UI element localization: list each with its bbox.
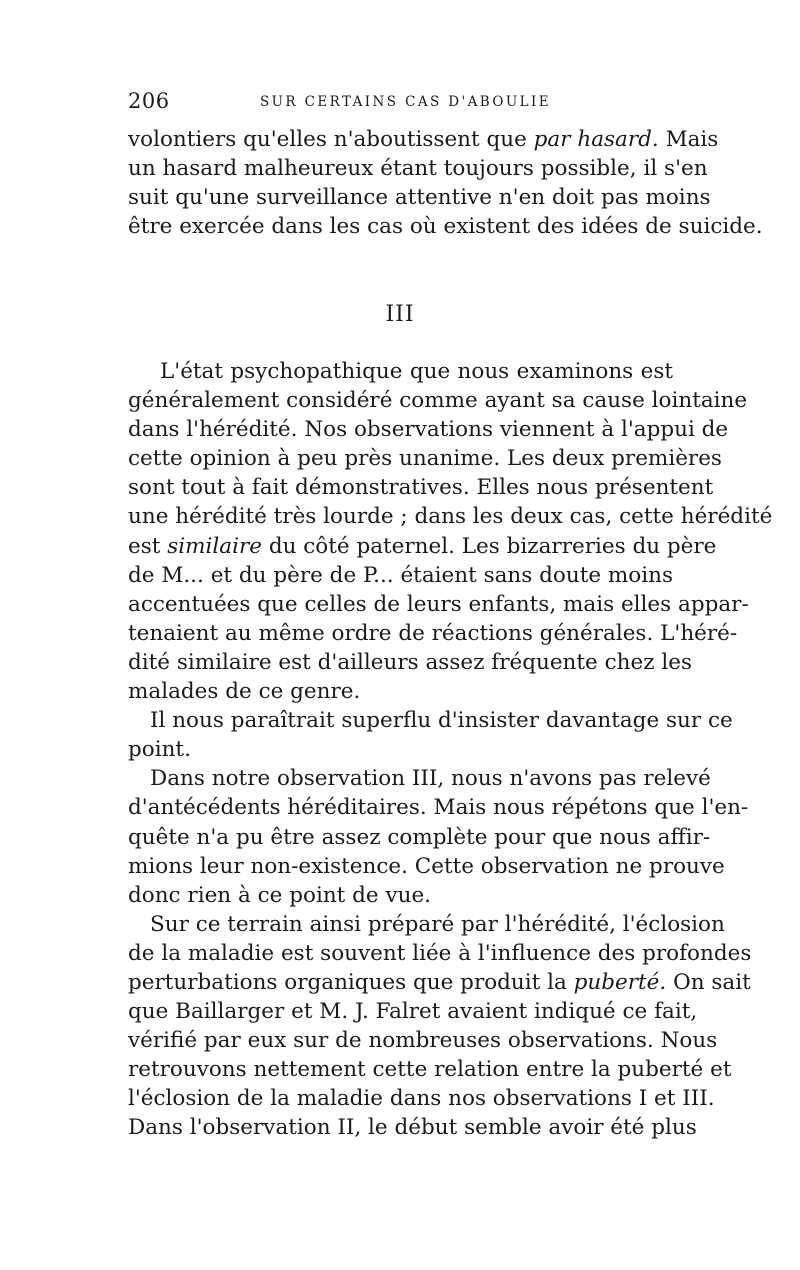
- text-line: Dans notre observation III, nous n'avons pas relevé: [150, 766, 711, 792]
- text-line: que Baillarger et M. J. Falret avaient indiqué ce fait,: [128, 999, 698, 1025]
- text-line: Il nous paraîtrait superflu d'insister davantage sur ce: [150, 708, 733, 734]
- page-header: [128, 89, 673, 115]
- text-line: cette opinion à peu près unanime. Les deux premières: [128, 446, 722, 472]
- text-line: dité similaire est d'ailleurs assez fréquente chez les: [128, 649, 692, 675]
- opening-paragraph: [128, 125, 763, 241]
- text-line: l'éclosion de la maladie dans nos observations I et III.: [128, 1086, 715, 1112]
- text-line: perturbations organiques que produit la puberté. On sait: [128, 969, 751, 995]
- section-heading: III: [385, 302, 415, 327]
- text-line: suit qu'une surveillance attentive n'en doit pas moins: [128, 185, 711, 211]
- text-line: de M... et du père de P... étaient sans doute moins: [128, 562, 673, 588]
- text-line: retrouvons nettement cette relation entre la puberté et: [128, 1057, 732, 1083]
- text-line: accentuées que celles de leurs enfants, mais elles appar-: [128, 591, 749, 617]
- text-line: généralement considéré comme ayant sa cause lointaine: [128, 388, 748, 414]
- text-line: d'antécédents héréditaires. Mais nous répétons que l'en-: [128, 795, 749, 821]
- text-line: Dans l'observation II, le début semble avoir été plus: [128, 1115, 697, 1141]
- text-line: Sur ce terrain ainsi préparé par l'hérédité, l'éclosion: [150, 911, 725, 937]
- text-line: est similaire du côté paternel. Les bizarreries du père: [128, 533, 717, 559]
- text-line: une hérédité très lourde ; dans les deux cas, cette hérédité: [128, 504, 773, 530]
- text-line: être exercée dans les cas où existent des idées de suicide.: [128, 214, 763, 240]
- text-line: mions leur non-existence. Cette observation ne prouve: [128, 853, 725, 879]
- body-text: [128, 357, 773, 1143]
- text-line: dans l'hérédité. Nos observations viennent à l'appui de: [128, 417, 729, 443]
- text-line: sont tout à fait démonstratives. Elles nous présentent: [128, 475, 714, 501]
- text-line: point.: [128, 737, 191, 763]
- text-line: volontiers qu'elles n'aboutissent que par hasard. Mais: [128, 127, 719, 152]
- text-line: vérifié par eux sur de nombreuses observations. Nous: [128, 1028, 718, 1054]
- text-line: de la maladie est souvent liée à l'influence des profondes: [128, 940, 752, 966]
- text-line: tenaient au même ordre de réactions générales. L'héré-: [128, 620, 738, 646]
- text-line: quête n'a pu être assez complète pour que nous affir-: [128, 824, 711, 850]
- text-line: malades de ce genre.: [128, 679, 361, 705]
- page-number: 206: [128, 89, 170, 113]
- running-title: SUR CERTAINS CAS D'ABOULIE: [260, 94, 551, 110]
- text-line: un hasard malheureux étant toujours possible, il s'en: [128, 156, 708, 182]
- text-line: donc rien à ce point de vue.: [128, 882, 432, 908]
- text-line: L'état psychopathique que nous examinons est: [160, 359, 673, 384]
